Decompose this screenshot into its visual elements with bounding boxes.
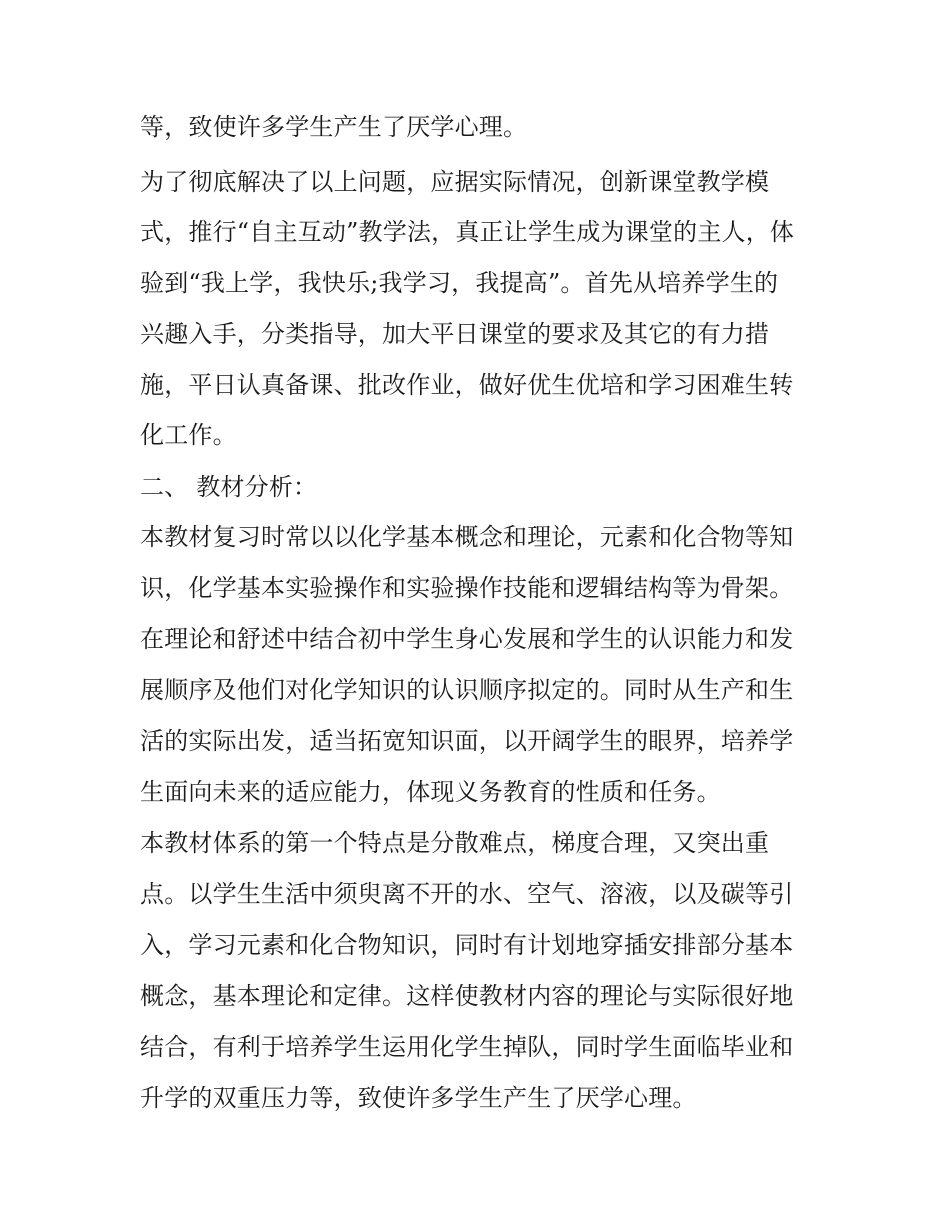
- paragraph-line: 本教材复习时常以以化学基本概念和理论，元素和化合物等知: [140, 523, 794, 551]
- paragraph-line: 为了彻底解决了以上问题，应据实际情况，创新课堂教学模: [140, 168, 770, 196]
- paragraph-line: 点。以学生生活中须臾离不开的水、空气、溶液，以及碳等引: [140, 880, 794, 908]
- paragraph-line: 展顺序及他们对化学知识的认识顺序拟定的。同时从生产和生: [140, 676, 794, 704]
- paragraph-line: 化工作。: [140, 421, 237, 449]
- paragraph-line: 生面向未来的适应能力，体现义务教育的性质和任务。: [140, 778, 721, 806]
- paragraph-line: 结合，有利于培养学生运用化学生掉队，同时学生面临毕业和: [140, 1033, 794, 1061]
- paragraph-line: 识，化学基本实验操作和实验操作技能和逻辑结构等为骨架。: [140, 574, 794, 602]
- section-heading: 二、 教材分析：: [140, 473, 318, 501]
- paragraph-line: 等，致使许多学生产生了厌学心理。: [140, 113, 528, 141]
- paragraph-line: 施，平日认真备课、批改作业，做好优生优培和学习困难生转: [140, 371, 794, 399]
- paragraph-line: 兴趣入手，分类指导，加大平日课堂的要求及其它的有力措: [140, 320, 770, 348]
- paragraph-line: 活的实际出发，适当拓宽知识面，以开阔学生的眼界，培养学: [140, 727, 794, 755]
- paragraph-line: 在理论和舒述中结合初中学生身心发展和学生的认识能力和发: [140, 625, 794, 653]
- paragraph-line: 升学的双重压力等，致使许多学生产生了厌学心理。: [140, 1084, 697, 1112]
- paragraph-line: 本教材体系的第一个特点是分散难点，梯度合理，又突出重: [140, 829, 770, 857]
- paragraph-line: 入，学习元素和化合物知识，同时有计划地穿插安排部分基本: [140, 931, 794, 959]
- paragraph-line: 概念，基本理论和定律。这样使教材内容的理论与实际很好地: [140, 982, 794, 1010]
- paragraph-line: 式，推行“自主互动”教学法，真正让学生成为课堂的主人，体: [140, 218, 795, 246]
- paragraph-line: 验到“我上学，我快乐;我学习，我提高”。首先从培养学生的: [140, 269, 779, 297]
